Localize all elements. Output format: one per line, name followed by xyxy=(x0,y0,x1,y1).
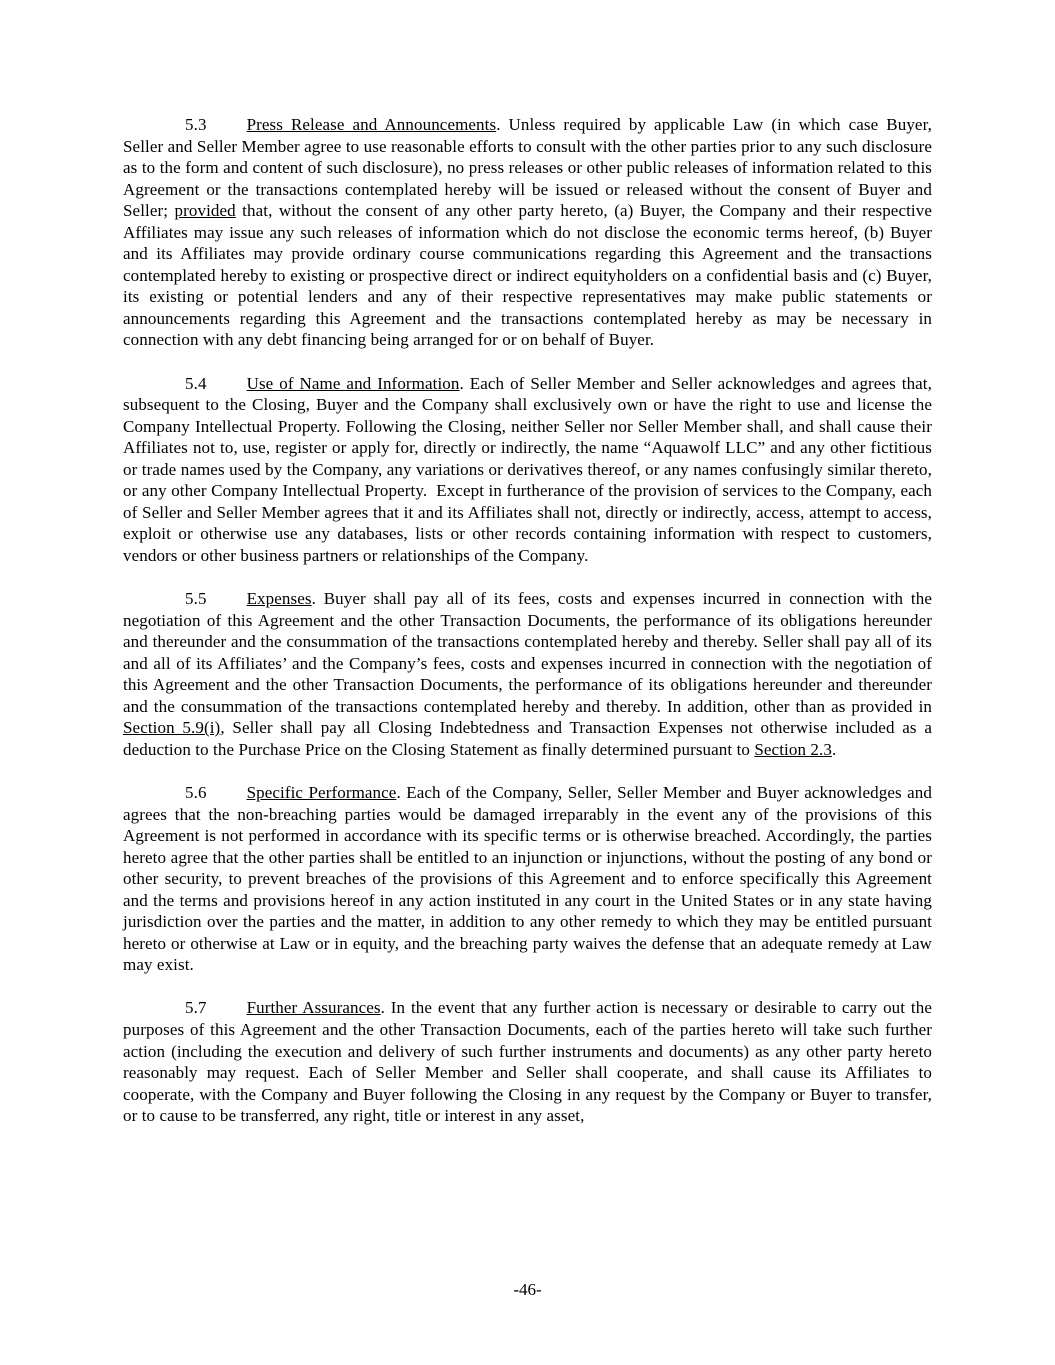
text-run: . In the event that any further action is necessary or desirable to carry out the purposes of this Agreement and the other Transaction Documents, each of the parties hereto will take such further action (including the execution and delivery of such further instruments and documents) as any other party hereto reasonably may request. Each of Seller Member and Seller shall cooperate, and shall cause its Affiliates to cooperate, with the Company and Buyer following the Closing in any request by the Company or Buyer to transfer, or to cause to be transferred, any right, title or interest in any asset, xyxy=(123,998,932,1126)
text-run: . xyxy=(831,739,837,759)
underlined-text-run: provided xyxy=(174,201,236,221)
paragraph-5.6 xyxy=(123,782,932,976)
underlined-text-run: Section 2.3 xyxy=(754,739,832,759)
section-number: 5.5 xyxy=(185,589,207,609)
section-number: 5.4 xyxy=(185,373,207,393)
document-body xyxy=(123,114,932,1148)
paragraph-5.5 xyxy=(123,588,932,760)
section-heading: Use of Name and Information xyxy=(246,373,460,393)
text-run: . Buyer shall pay all of its fees, costs and expenses incurred in connection with the negotiation of this Agreement and the other Transaction Documents, the performance of its obligations hereunder and thereunder and the consummation of the transactions contemplated hereby and thereby. Seller shall pay all of its and all of its Affiliates’ and the Company’s fees, costs and expenses incurred in connection with the negotiation of this Agreement and the other Transaction Documents, the performance of its obligations hereunder and thereunder and the consummation of the transactions contemplated hereby and thereby. In addition, other than as provided in xyxy=(123,589,932,716)
paragraph-5.3 xyxy=(123,114,932,351)
paragraph-5.4 xyxy=(123,373,932,567)
section-heading: Press Release and Announcements xyxy=(246,115,497,134)
text-run: . Each of Seller Member and Seller acknowledges and agrees that, subsequent to the Closing, Buyer and the Company shall exclusively own or have the right to use and license the Company Intellectual Property. Following the Closing, neither Seller nor Seller Member shall, and shall cause their Affiliates not to, use, register or apply for, directly or indirectly, the name “Aquawolf LLC” and any other fictitious or trade names used by the Company, any variations or derivatives thereof, or any names confusingly similar thereto, or any other Company Intellectual Property. Except in furtherance of the provision of services to the Company, each of Seller and Seller Member agrees that it and its Affiliates shall not, directly or indirectly, access, attempt to access, exploit or otherwise use any databases, lists or other records containing information with respect to customers, vendors or other business partners or relationships of the Company. xyxy=(123,373,932,565)
paragraph-5.7 xyxy=(123,997,932,1126)
section-heading: Further Assurances xyxy=(246,998,381,1018)
underlined-text-run: Section 5.9(i) xyxy=(123,718,221,738)
section-heading: Expenses xyxy=(246,589,312,609)
section-number: 5.7 xyxy=(185,998,207,1018)
text-run: . Unless required by applicable Law (in which case Buyer, Seller and Seller Member agree to use reasonable efforts to consult with the other parties prior to any such disclosure as to the form and content of such disclosure), no press releases or other public releases of information related to this Agreement or the transactions contemplated hereby will be issued or released without the consent of Buyer and Seller; xyxy=(123,115,933,221)
section-number: 5.3 xyxy=(185,115,207,134)
text-run: . Each of the Company, Seller, Seller Member and Buyer acknowledges and agrees that the non-breaching parties would be damaged irreparably in the event any of the provisions of this Agreement is not performed in accordance with its specific terms or is otherwise breached. Accordingly, the parties hereto agree that the other parties shall be entitled to an injunction or injunctions, without the posting of any bond or other security, to prevent breaches of the provisions of this Agreement and to enforce specifically this Agreement and the terms and provisions hereof in any action instituted in any court in the United States or in any state having jurisdiction over the parties and the matter, in addition to any other remedy to which they may be entitled pursuant hereto or otherwise at Law or in equity, and the breaching party waives the defense that an adequate remedy at Law may exist. xyxy=(123,782,932,975)
text-run: , Seller shall pay all Closing Indebtedness and Transaction Expenses not otherwise included as a deduction to the Purchase Price on the Closing Statement as finally determined pursuant to xyxy=(123,718,932,759)
text-run: that, without the consent of any other party hereto, (a) Buyer, the Company and their respective Affiliates may issue any such releases of information which do not disclose the economic terms hereof, (b) Buyer and its Affiliates may provide ordinary course communications regarding this Agreement and the transactions contemplated hereby to existing or prospective direct or indirect equityholders on a confidential basis and (c) Buyer, its existing or potential lenders and any of their respective representatives may make public statements or announcements regarding this Agreement and the transactions contemplated hereby as may be necessary in connection with any debt financing being arranged for or on behalf of Buyer. xyxy=(123,201,932,350)
page-number: -46- xyxy=(513,1280,542,1299)
section-number: 5.6 xyxy=(185,782,207,802)
section-heading: Specific Performance xyxy=(246,782,397,802)
